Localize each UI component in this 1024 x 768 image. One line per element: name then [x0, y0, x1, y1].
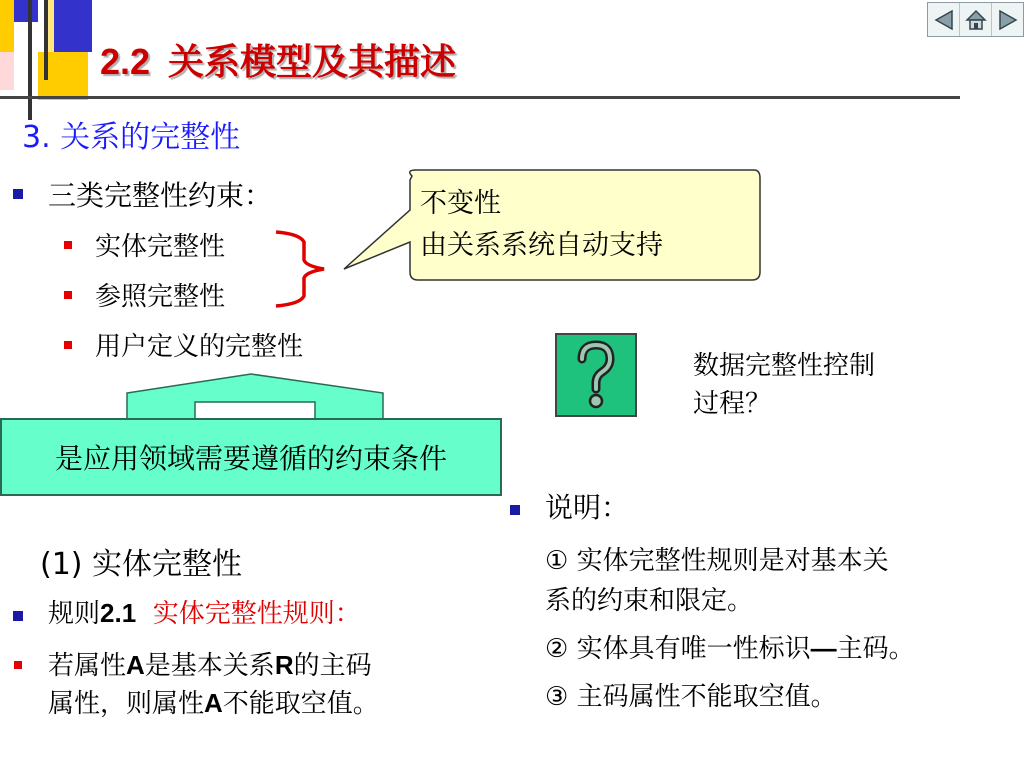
corner-block-pink — [0, 52, 14, 90]
constraint-item-entity: 实体完整性 — [95, 232, 226, 262]
corner-block-yellow — [0, 0, 14, 52]
attribute-a: A — [126, 650, 145, 680]
home-button[interactable] — [960, 3, 992, 36]
section-subtitle: 3. 关系的完整性 — [22, 120, 241, 155]
slide-title-text: 关系模型及其描述 — [168, 42, 457, 83]
rule-number: 2.1 — [100, 598, 137, 628]
prev-button[interactable] — [928, 3, 960, 36]
question-line-2: 过程？ — [693, 389, 772, 419]
rule-detail-text: 属性，则属性 — [48, 689, 205, 719]
corner-vline-1 — [28, 0, 32, 120]
constraints-heading: 三类完整性约束： — [48, 179, 273, 212]
note-2-text: 主码。 — [836, 634, 915, 664]
rule-name: 实体完整性规则： — [152, 599, 361, 629]
note-2 — [545, 628, 915, 665]
rule-detail-line-1 — [48, 645, 372, 682]
question-box — [555, 333, 637, 417]
next-icon — [997, 9, 1019, 31]
slide-title-number: 2.2 — [100, 41, 151, 82]
bullet-red — [64, 341, 72, 349]
prev-icon — [933, 9, 955, 31]
note-2-dash: — — [810, 633, 837, 663]
rule-detail-text: 若属性 — [48, 651, 127, 681]
note-1-line-1: ① 实体完整性规则是对基本关 — [545, 546, 889, 576]
title-rule — [0, 96, 960, 99]
slide-title — [100, 34, 456, 85]
corner-block-blue — [14, 0, 38, 22]
next-button[interactable] — [992, 3, 1023, 36]
note-2-text: ② 实体具有唯一性标识 — [545, 634, 811, 664]
bullet-red — [64, 291, 72, 299]
up-arrow — [126, 372, 384, 422]
note-3: ③ 主码属性不能取空值。 — [545, 682, 837, 712]
green-label-box: 是应用领域需要遵循的约束条件 — [0, 418, 502, 496]
question-mark-icon — [572, 339, 620, 411]
entity-heading: (1) 实体完整性 — [40, 547, 243, 582]
bullet-square — [13, 189, 23, 199]
bracket-shape — [276, 232, 324, 306]
rule-detail-text: 的主码 — [293, 651, 372, 681]
bullet-square — [510, 505, 520, 515]
slide-nav — [927, 2, 1024, 37]
rule-detail-text: 是基本关系 — [144, 651, 275, 681]
corner-block-blue-2 — [54, 0, 92, 52]
question-line-1: 数据完整性控制 — [693, 351, 876, 381]
rule-detail-line-2 — [48, 683, 379, 720]
bullet-red — [64, 241, 72, 249]
rule-prefix: 规则 — [48, 599, 101, 629]
callout-line-1: 不变性 — [420, 188, 501, 219]
bullet-square — [13, 611, 23, 621]
rule-line — [48, 593, 361, 630]
attribute-a: A — [204, 688, 223, 718]
constraint-item-user-defined: 用户定义的完整性 — [95, 332, 304, 362]
corner-vline-2 — [44, 0, 48, 80]
bullet-red — [14, 661, 22, 669]
callout-line-2: 由关系系统自动支持 — [420, 230, 663, 261]
rule-detail-text: 不能取空值。 — [222, 689, 379, 719]
notes-heading: 说明： — [545, 491, 630, 524]
note-1-line-2: 系的约束和限定。 — [545, 586, 754, 616]
constraint-item-referential: 参照完整性 — [95, 282, 226, 312]
relation-r: R — [274, 650, 294, 680]
home-icon — [964, 8, 988, 32]
